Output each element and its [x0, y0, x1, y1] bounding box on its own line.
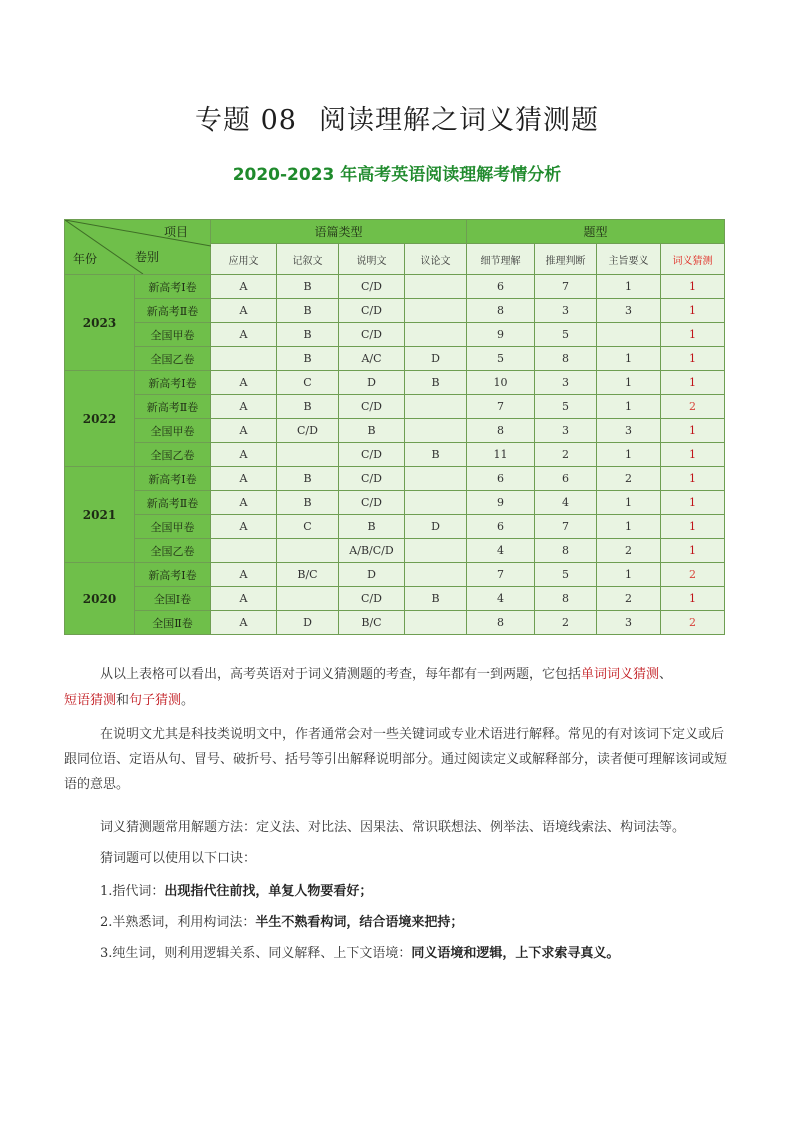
data-cell: 5: [535, 395, 597, 419]
data-cell: 6: [467, 467, 535, 491]
col-header-narrative: 记叙文: [277, 244, 339, 275]
highlight-phrase-guess: 短语猜测: [64, 693, 117, 708]
data-cell: 3: [535, 419, 597, 443]
paper-cell: 新高考Ⅰ卷: [135, 563, 211, 587]
paragraph-summary-cont: [64, 688, 696, 713]
data-cell: A: [211, 587, 277, 611]
data-cell: C/D: [339, 467, 405, 491]
data-cell: [211, 347, 277, 371]
table-row: [65, 611, 725, 635]
data-cell: A: [211, 515, 277, 539]
data-cell: [405, 467, 467, 491]
data-cell: B: [405, 587, 467, 611]
table-row: [65, 371, 725, 395]
data-cell: 1: [661, 323, 725, 347]
data-cell: A: [211, 323, 277, 347]
data-cell: 5: [535, 323, 597, 347]
data-cell: 4: [467, 539, 535, 563]
data-cell: 1: [597, 395, 661, 419]
data-cell: A: [211, 275, 277, 299]
data-cell: 1: [597, 275, 661, 299]
data-cell: 1: [661, 515, 725, 539]
data-cell: A: [211, 611, 277, 635]
data-cell: [211, 539, 277, 563]
data-cell: [405, 275, 467, 299]
paper-cell: 全国Ⅱ卷: [135, 611, 211, 635]
data-cell: 11: [467, 443, 535, 467]
data-cell: 6: [467, 515, 535, 539]
tip-1-rhyme: 出现指代往前找，单复人物要看好；: [164, 884, 373, 899]
data-cell: 1: [661, 539, 725, 563]
data-cell: 1: [597, 491, 661, 515]
table-row: [65, 323, 725, 347]
data-cell: B: [277, 491, 339, 515]
data-cell: 10: [467, 371, 535, 395]
data-cell: 6: [535, 467, 597, 491]
summary-text: 从以上表格可以看出，高考英语对于词义猜测题的考查，每年都有一到两题，它包括: [100, 667, 582, 682]
data-cell: C/D: [339, 587, 405, 611]
summary-end: 。: [181, 693, 195, 708]
data-cell: 1: [597, 443, 661, 467]
data-cell: C/D: [339, 443, 405, 467]
data-cell: 2: [597, 587, 661, 611]
col-header-practical: 应用文: [211, 244, 277, 275]
data-cell: 1: [661, 275, 725, 299]
paper-cell: 新高考Ⅰ卷: [135, 275, 211, 299]
tip-2-lead: 2.半熟悉词，利用构词法：: [100, 915, 256, 930]
data-cell: 8: [467, 611, 535, 635]
paper-cell: 全国甲卷: [135, 515, 211, 539]
summary-and: 和: [116, 693, 130, 708]
col-header-expository: 说明文: [339, 244, 405, 275]
data-cell: 2: [597, 539, 661, 563]
paragraph-mnemonic-intro: 猜词题可以使用以下口诀：: [100, 851, 257, 866]
corner-year-label: 年份: [73, 252, 98, 266]
data-cell: A: [211, 563, 277, 587]
table-row: [65, 467, 725, 491]
data-cell: 2: [597, 467, 661, 491]
corner-header-cell: [65, 220, 211, 275]
table-row: [65, 443, 725, 467]
data-cell: 3: [597, 611, 661, 635]
data-cell: 2: [661, 611, 725, 635]
data-cell: 7: [535, 515, 597, 539]
paragraph-summary: [100, 662, 732, 687]
tip-3-rhyme: 同义语境和逻辑，上下求索寻真义。: [411, 946, 620, 961]
tip-3-lead: 3.纯生词，则利用逻辑关系、同义解释、上下文语境：: [100, 946, 412, 961]
data-cell: A: [211, 395, 277, 419]
data-cell: [405, 395, 467, 419]
data-cell: B: [277, 467, 339, 491]
data-cell: B: [339, 419, 405, 443]
data-cell: 1: [661, 443, 725, 467]
data-cell: [277, 443, 339, 467]
table-row: [65, 395, 725, 419]
col-header-argumentative: 议论文: [405, 244, 467, 275]
paragraph-methods: 词义猜测题常用解题方法：定义法、对比法、因果法、常识联想法、例举法、语境线索法、构词法等。: [100, 820, 686, 835]
data-cell: 8: [535, 587, 597, 611]
paper-cell: 新高考Ⅱ卷: [135, 299, 211, 323]
data-cell: 3: [597, 419, 661, 443]
data-cell: [277, 587, 339, 611]
table-row: [65, 539, 725, 563]
data-cell: [405, 611, 467, 635]
data-cell: 2: [535, 443, 597, 467]
table-row: [65, 587, 725, 611]
data-cell: [405, 323, 467, 347]
paper-cell: 新高考Ⅰ卷: [135, 467, 211, 491]
paper-cell: 全国甲卷: [135, 419, 211, 443]
data-cell: C/D: [339, 395, 405, 419]
data-cell: B: [405, 443, 467, 467]
data-cell: A: [211, 491, 277, 515]
tip-2: [100, 910, 732, 935]
data-cell: D: [405, 515, 467, 539]
data-cell: B: [277, 275, 339, 299]
exam-analysis-table: [64, 219, 725, 635]
data-cell: D: [277, 611, 339, 635]
table-subtitle: 2020-2023 年高考英语阅读理解考情分析: [232, 165, 562, 185]
col-header-main-idea: 主旨要义: [597, 244, 661, 275]
year-cell: 2022: [65, 371, 135, 467]
tip-1: [100, 879, 732, 904]
corner-paper-label: 卷别: [135, 250, 160, 264]
data-cell: 1: [597, 371, 661, 395]
data-cell: 1: [661, 587, 725, 611]
data-cell: C: [277, 371, 339, 395]
data-cell: 2: [661, 563, 725, 587]
paper-cell: 新高考Ⅱ卷: [135, 395, 211, 419]
data-cell: B/C: [277, 563, 339, 587]
data-cell: 7: [535, 275, 597, 299]
data-cell: C/D: [339, 299, 405, 323]
data-cell: 6: [467, 275, 535, 299]
tip-3: [100, 941, 732, 966]
data-cell: C/D: [339, 491, 405, 515]
table-row: [65, 491, 725, 515]
page-title: [0, 98, 794, 137]
tip-1-lead: 1.指代词：: [100, 884, 165, 899]
paper-cell: 全国乙卷: [135, 539, 211, 563]
data-cell: B: [277, 299, 339, 323]
data-cell: 1: [661, 347, 725, 371]
data-cell: B: [339, 515, 405, 539]
title-number: 专题 08: [195, 105, 297, 136]
data-cell: C/D: [277, 419, 339, 443]
data-cell: C/D: [339, 275, 405, 299]
data-cell: A/C: [339, 347, 405, 371]
data-cell: A: [211, 371, 277, 395]
table-row: [65, 299, 725, 323]
data-cell: [405, 299, 467, 323]
question-type-header: 题型: [467, 220, 725, 244]
data-cell: [597, 323, 661, 347]
paragraph-expository: 在说明文尤其是科技类说明文中，作者通常会对一些关键词或专业术语进行解释。常见的有对该词下定义或后跟同位语、定语从句、冒号、破折号、括号等引出解释说明部分。通过阅读定义或解释部分，读者便可理解该词或短语的意思。: [64, 727, 728, 792]
data-cell: 8: [535, 539, 597, 563]
tip-2-rhyme: 半生不熟看构词，结合语境来把持；: [255, 915, 464, 930]
data-cell: A: [211, 467, 277, 491]
title-text: 阅读理解之词义猜测题: [318, 105, 599, 136]
corner-item-label: 项目: [163, 225, 188, 239]
year-cell: 2021: [65, 467, 135, 563]
data-cell: 1: [597, 515, 661, 539]
data-cell: [277, 539, 339, 563]
data-cell: C/D: [339, 323, 405, 347]
data-cell: 8: [467, 299, 535, 323]
data-cell: D: [339, 563, 405, 587]
data-cell: [405, 419, 467, 443]
data-cell: 5: [535, 563, 597, 587]
table-row: [65, 275, 725, 299]
data-cell: 4: [535, 491, 597, 515]
data-cell: 8: [467, 419, 535, 443]
data-cell: C: [277, 515, 339, 539]
data-cell: 9: [467, 491, 535, 515]
data-cell: 9: [467, 323, 535, 347]
data-cell: B: [277, 395, 339, 419]
data-cell: D: [339, 371, 405, 395]
data-cell: 3: [535, 299, 597, 323]
data-cell: A: [211, 443, 277, 467]
data-cell: B: [277, 347, 339, 371]
data-cell: 2: [661, 395, 725, 419]
data-cell: 8: [535, 347, 597, 371]
col-header-word-meaning: 词义猜测: [661, 244, 725, 275]
paper-cell: 新高考Ⅱ卷: [135, 491, 211, 515]
highlight-sentence-guess: 句子猜测: [129, 693, 182, 708]
data-cell: 3: [535, 371, 597, 395]
data-cell: 1: [661, 419, 725, 443]
table-row: [65, 515, 725, 539]
paper-cell: 全国Ⅰ卷: [135, 587, 211, 611]
data-cell: A: [211, 419, 277, 443]
year-cell: 2023: [65, 275, 135, 371]
highlight-word-guess: 单词词义猜测: [581, 667, 660, 682]
data-cell: [405, 563, 467, 587]
passage-type-header: 语篇类型: [211, 220, 467, 244]
data-cell: 1: [661, 371, 725, 395]
data-cell: 1: [661, 467, 725, 491]
table-row: [65, 347, 725, 371]
data-cell: A: [211, 299, 277, 323]
table-row: [65, 563, 725, 587]
year-cell: 2020: [65, 563, 135, 635]
data-cell: 7: [467, 395, 535, 419]
paper-cell: 新高考Ⅰ卷: [135, 371, 211, 395]
data-cell: 4: [467, 587, 535, 611]
data-cell: A/B/C/D: [339, 539, 405, 563]
paper-cell: 全国乙卷: [135, 443, 211, 467]
col-header-inference: 推理判断: [535, 244, 597, 275]
col-header-detail: 细节理解: [467, 244, 535, 275]
data-cell: 1: [597, 347, 661, 371]
data-cell: [405, 491, 467, 515]
data-cell: 1: [661, 299, 725, 323]
data-cell: 1: [661, 491, 725, 515]
data-cell: B/C: [339, 611, 405, 635]
data-cell: 2: [535, 611, 597, 635]
paper-cell: 全国乙卷: [135, 347, 211, 371]
paper-cell: 全国甲卷: [135, 323, 211, 347]
data-cell: B: [277, 323, 339, 347]
data-cell: D: [405, 347, 467, 371]
table-row: [65, 419, 725, 443]
data-cell: B: [405, 371, 467, 395]
data-cell: 5: [467, 347, 535, 371]
data-cell: 7: [467, 563, 535, 587]
data-cell: 1: [597, 563, 661, 587]
data-cell: 3: [597, 299, 661, 323]
summary-sep: 、: [659, 667, 673, 682]
data-cell: [405, 539, 467, 563]
